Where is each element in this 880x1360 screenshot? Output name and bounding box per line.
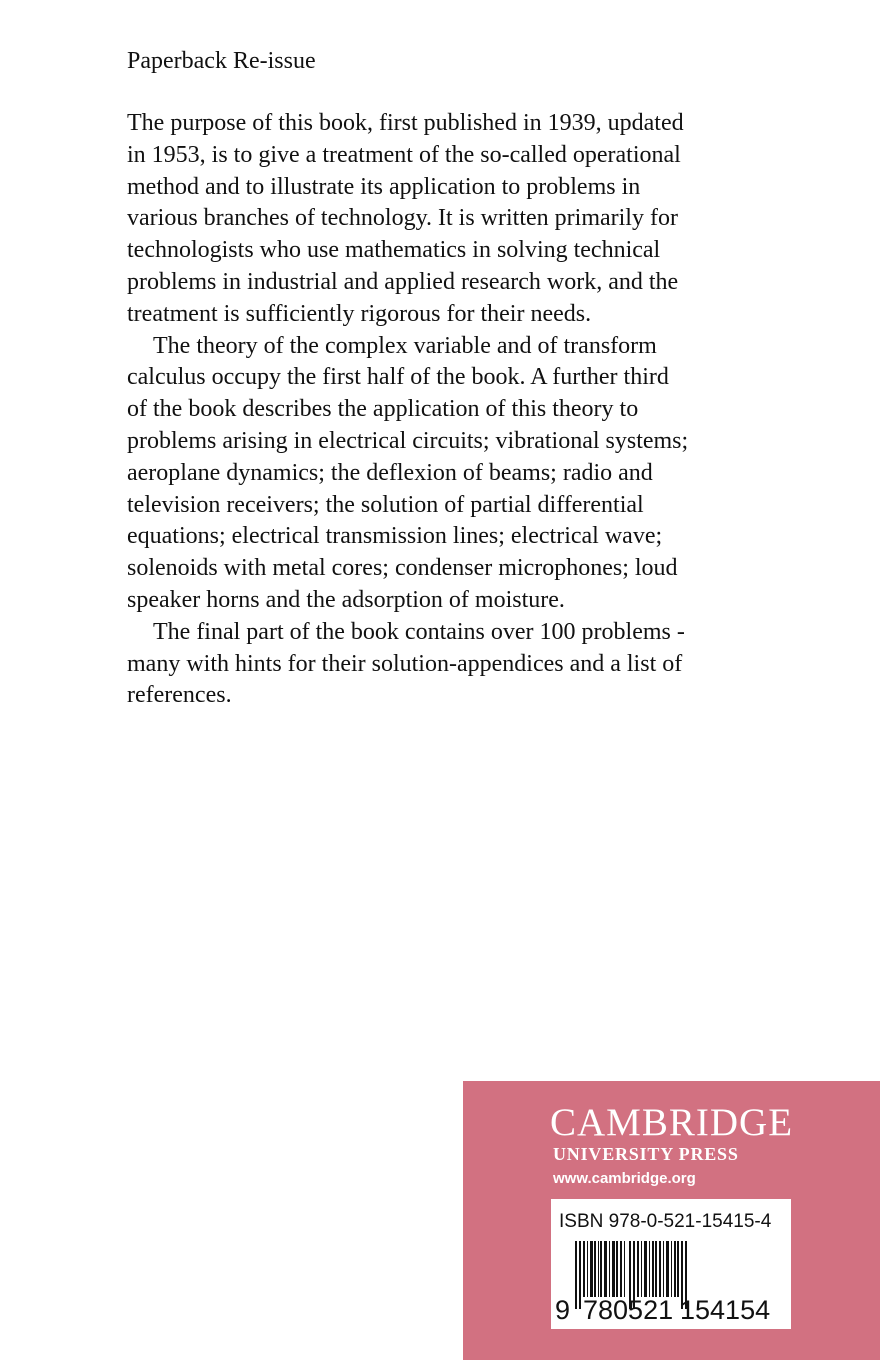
barcode-bar — [604, 1241, 607, 1297]
text-line: various branches of technology. It is written primarily for — [127, 205, 678, 232]
barcode-bar — [579, 1241, 581, 1309]
barcode-bar — [641, 1241, 642, 1297]
text-line: television receivers; the solution of partial differential — [127, 491, 644, 518]
text-line: in 1953, is to give a treatment of the so-called operational — [127, 141, 681, 168]
barcode-bar — [583, 1241, 585, 1297]
barcode-bar — [655, 1241, 657, 1297]
barcode-bar — [624, 1241, 625, 1297]
barcode-bar — [663, 1241, 664, 1297]
publisher-panel — [463, 1081, 880, 1360]
barcode-group-2: 154154 — [680, 1295, 771, 1325]
edition-heading: Paperback Re-issue — [127, 48, 316, 74]
barcode-bar — [598, 1241, 599, 1297]
barcode-bar — [649, 1241, 650, 1297]
barcode-bar — [600, 1241, 602, 1297]
isbn-barcode — [551, 1199, 791, 1329]
publisher-url: www.cambridge.org — [553, 1170, 696, 1187]
text-line: method and to illustrate its application to problems in — [127, 173, 641, 200]
barcode-bar — [652, 1241, 654, 1297]
barcode-bar — [620, 1241, 622, 1297]
publisher-subtitle: UNIVERSITY PRESS — [553, 1144, 739, 1164]
barcode-bar — [644, 1241, 647, 1297]
barcode-bar — [666, 1241, 669, 1297]
barcode-bar — [612, 1241, 615, 1297]
text-line: equations; electrical transmission lines; electrical wave; — [127, 523, 663, 550]
barcode-bar — [659, 1241, 661, 1297]
text-line: The purpose of this book, first published in 1939, updated — [127, 110, 684, 136]
text-line: problems in industrial and applied research work, and the — [127, 268, 679, 295]
publisher-logo-name: CAMBRIDGE — [550, 1101, 794, 1144]
text-line: solenoids with metal cores; condenser microphones; loud — [127, 555, 678, 582]
barcode-bar — [677, 1241, 679, 1297]
text-line: problems arising in electrical circuits; vibrational systems; — [127, 427, 689, 454]
text-line: The final part of the book contains over 100 problems - — [153, 618, 685, 645]
text-line: many with hints for their solution-appendices and a list of — [127, 650, 683, 677]
text-line: treatment is sufficiently rigorous for their needs. — [127, 300, 592, 327]
barcode-lead-digit: 9 — [555, 1295, 571, 1325]
isbn-label: ISBN 978-0-521-15415-4 — [559, 1211, 772, 1232]
barcode-bar — [616, 1241, 618, 1297]
blurb — [127, 108, 767, 712]
barcode-bar — [575, 1241, 577, 1309]
text-line: speaker horns and the adsorption of moisture. — [127, 586, 565, 613]
barcode-bar — [637, 1241, 639, 1297]
text-line: The theory of the complex variable and of transform — [153, 332, 657, 359]
barcode-bar — [674, 1241, 676, 1297]
barcode-bar — [590, 1241, 593, 1297]
blurb-paragraph-3 — [127, 617, 767, 712]
blurb-paragraph-1 — [127, 108, 767, 331]
barcode-bar — [587, 1241, 588, 1297]
text-line: technologists who use mathematics in solving technical — [127, 237, 661, 264]
barcode-bar — [671, 1241, 672, 1297]
barcode-bar — [594, 1241, 596, 1297]
blurb-paragraph-2 — [127, 331, 767, 617]
text-line: calculus occupy the first half of the book. A further third — [127, 364, 669, 391]
barcode-group-1: 780521 — [583, 1295, 674, 1325]
text-line: aeroplane dynamics; the deflexion of beams; radio and — [127, 459, 653, 486]
barcode-bar — [609, 1241, 610, 1297]
text-line: of the book describes the application of this theory to — [127, 396, 639, 423]
text-line: references. — [127, 682, 232, 709]
